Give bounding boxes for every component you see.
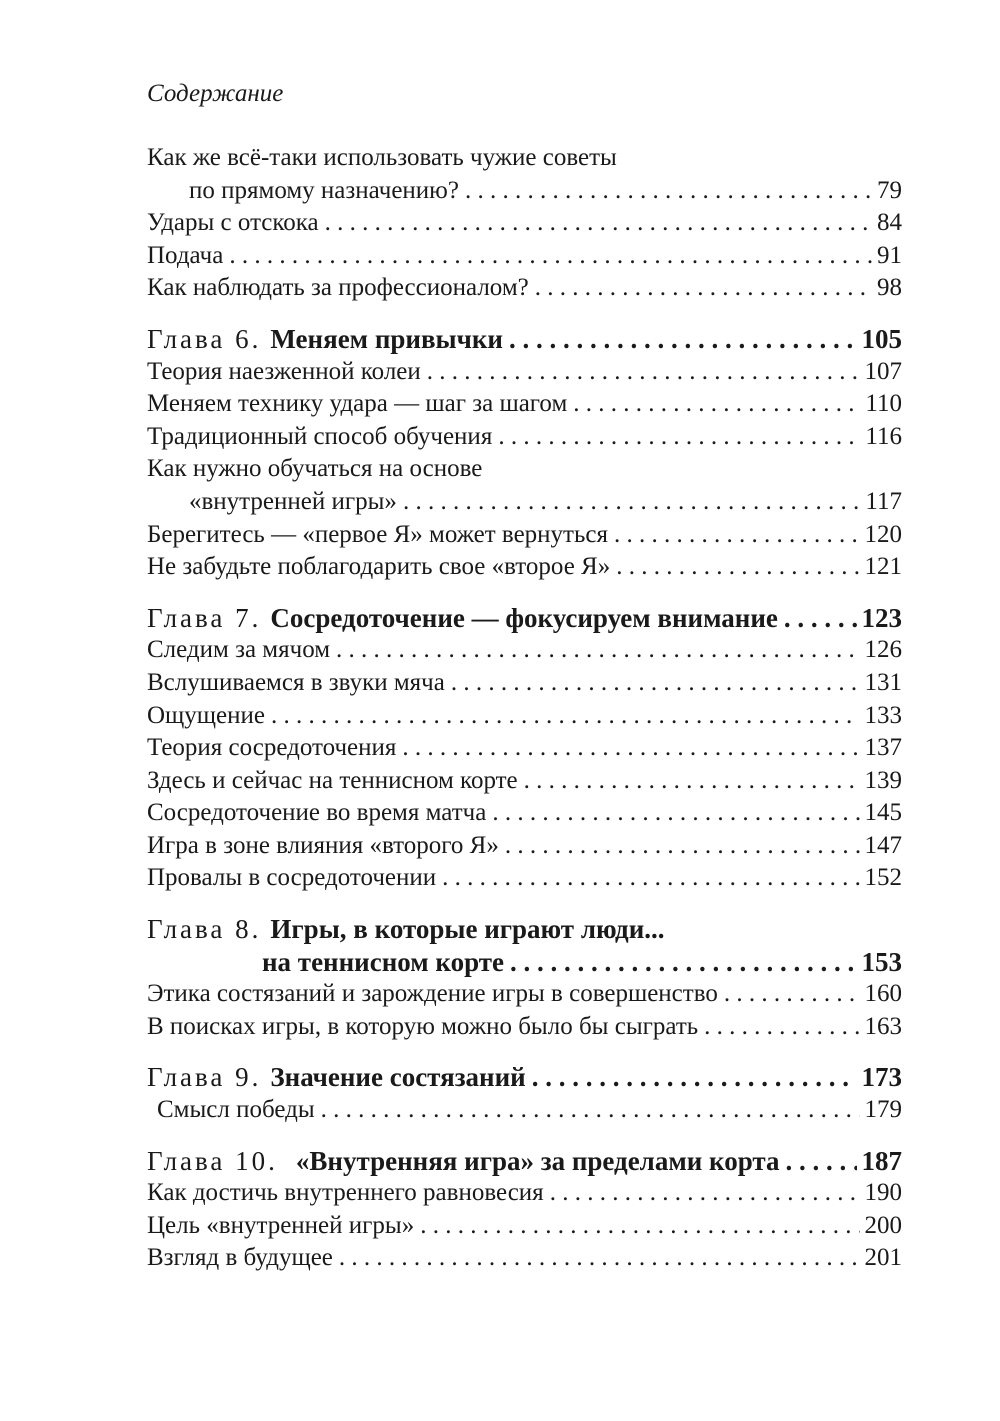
chapter-heading-line2[interactable] (147, 946, 902, 979)
toc-entry-line1 (147, 453, 902, 486)
page-number: 145 (864, 799, 902, 827)
toc-entry[interactable] (147, 978, 902, 1011)
toc-entry[interactable] (147, 486, 902, 519)
toc-entry-title: Не забудьте поблагодарить свое «второе Я» (147, 553, 611, 581)
toc-entry-title: Подача (147, 241, 224, 269)
leader-dots (451, 667, 860, 700)
chapter-label: Глава 6. (147, 323, 262, 354)
toc-entry-title: Смысл победы (157, 1096, 315, 1124)
toc-entry-title: Удары с отскока (147, 209, 319, 237)
toc-entry[interactable] (147, 1094, 902, 1127)
page-number: 117 (865, 487, 902, 515)
leader-dots (498, 421, 860, 454)
page-number: 163 (864, 1012, 902, 1040)
chapter-title: «Внутренняя игра» за пределами корта (295, 1145, 780, 1176)
section-gap (147, 305, 902, 323)
leader-dots (271, 700, 859, 733)
leader-dots (321, 1094, 860, 1127)
chapter-title: Сосредоточение — фокусируем внимание (270, 602, 778, 633)
chapter-heading[interactable] (147, 1061, 902, 1094)
page-number: 137 (864, 734, 902, 762)
page-number: 116 (865, 422, 902, 450)
toc-entry[interactable] (147, 272, 902, 305)
toc-entry-title: Как нужно обучаться на основе (147, 455, 483, 483)
toc-entry-title: Здесь и сейчас на теннисном корте (147, 766, 518, 794)
toc-entry-title: Как достичь внутреннего равновесия (147, 1179, 544, 1207)
page-number: 139 (864, 766, 902, 794)
page-number: 152 (864, 864, 902, 892)
toc-entry[interactable] (147, 240, 902, 273)
toc-entry-line1 (147, 142, 902, 175)
toc-entry-title: Как наблюдать за профессионалом? (147, 274, 529, 302)
page-number: 133 (864, 701, 902, 729)
leader-dots (784, 602, 857, 635)
toc-entry-title: по прямому назначению? (189, 176, 459, 204)
toc-entry-title: Теория наезженной колеи (147, 357, 421, 385)
toc-entry-title: Вслушиваемся в звуки мяча (147, 668, 445, 696)
toc-entry[interactable] (147, 765, 902, 798)
toc-entry[interactable] (147, 830, 902, 863)
page-number: 131 (864, 668, 902, 696)
toc-entry-title: Берегитесь — «первое Я» может вернуться (147, 520, 608, 548)
leader-dots (616, 551, 859, 584)
leader-dots (229, 240, 872, 273)
page-number: 200 (864, 1211, 902, 1239)
toc-entry[interactable] (147, 356, 902, 389)
toc-entry-title: Провалы в сосредоточении (147, 864, 437, 892)
leader-dots (704, 1011, 859, 1044)
leader-dots (524, 765, 860, 798)
toc-entry[interactable] (147, 175, 902, 208)
page-number: 107 (864, 357, 902, 385)
page-number: 121 (864, 553, 902, 581)
toc-entry[interactable] (147, 421, 902, 454)
chapter-heading[interactable] (147, 602, 902, 635)
page-number: 79 (877, 176, 902, 204)
table-of-contents (147, 142, 902, 1275)
leader-dots (535, 272, 872, 305)
toc-entry-title: Меняем технику удара — шаг за шагом (147, 390, 568, 418)
chapter-title: Меняем привычки (270, 323, 503, 354)
leader-dots (505, 830, 860, 863)
leader-dots (465, 175, 872, 208)
chapter-title: на теннисном корте (262, 946, 504, 977)
leader-dots (442, 862, 859, 895)
leader-dots (785, 1145, 856, 1178)
chapter-title: Игры, в которые играют люди... (270, 914, 665, 945)
section-gap (147, 1043, 902, 1061)
page-number: 120 (864, 520, 902, 548)
toc-entry-title: Этика состязаний и зарождение игры в совершенство (147, 980, 718, 1008)
leader-dots (402, 732, 859, 765)
leader-dots (724, 978, 860, 1011)
page-number: 153 (861, 946, 902, 977)
toc-entry[interactable] (147, 797, 902, 830)
toc-entry-title: Следим за мячом (147, 636, 331, 664)
toc-entry-title: Взгляд в будущее (147, 1244, 333, 1272)
page-number: 110 (865, 390, 902, 418)
leader-dots (492, 797, 859, 830)
toc-entry[interactable] (147, 1242, 902, 1275)
leader-dots (420, 1210, 859, 1243)
chapter-label: Глава 8. (147, 914, 262, 945)
page-number: 126 (864, 636, 902, 664)
toc-entry-title: В поисках игры, в которую можно было бы сыграть (147, 1012, 699, 1040)
chapter-label: Глава 9. (147, 1062, 262, 1093)
toc-entry[interactable] (147, 634, 902, 667)
leader-dots (510, 946, 857, 979)
section-gap (147, 584, 902, 602)
leader-dots (509, 323, 857, 356)
leader-dots (339, 1242, 860, 1275)
page-number: 123 (861, 602, 902, 633)
toc-entry-title: Теория сосредоточения (147, 734, 397, 762)
toc-entry-title: «внутренней игры» (189, 487, 397, 515)
page-number: 179 (864, 1096, 902, 1124)
page-number: 173 (861, 1062, 902, 1093)
toc-entry[interactable] (147, 732, 902, 765)
chapter-heading[interactable] (147, 323, 902, 356)
page-number: 160 (864, 980, 902, 1008)
chapter-heading[interactable] (147, 1145, 902, 1178)
toc-entry-title: Сосредоточение во время матча (147, 799, 487, 827)
page-number: 187 (861, 1145, 902, 1176)
leader-dots (336, 634, 859, 667)
toc-entry[interactable] (147, 388, 902, 421)
leader-dots (403, 486, 860, 519)
toc-entry[interactable] (147, 519, 902, 552)
chapter-label: Глава 10. (147, 1145, 278, 1176)
leader-dots (614, 519, 860, 552)
toc-entry[interactable] (147, 1011, 902, 1044)
leader-dots (427, 356, 860, 389)
toc-entry-title: Игра в зоне влияния «второго Я» (147, 831, 499, 859)
chapter-heading-line1[interactable] (147, 913, 902, 946)
leader-dots (550, 1177, 860, 1210)
toc-entry-title: Традиционный способ обучения (147, 422, 493, 450)
toc-entry-title: Ощущение (147, 701, 266, 729)
section-gap (147, 895, 902, 913)
toc-entry-title: Как же всё-таки использовать чужие советы (147, 144, 617, 171)
toc-entry[interactable] (147, 1177, 902, 1210)
page-number: 98 (877, 274, 902, 302)
page-number: 201 (864, 1244, 902, 1272)
toc-entry[interactable] (147, 207, 902, 240)
page-number: 190 (864, 1179, 902, 1207)
leader-dots (532, 1061, 857, 1094)
toc-entry[interactable] (147, 551, 902, 584)
page-number: 84 (877, 209, 902, 237)
section-gap (147, 1127, 902, 1145)
running-head: Содержание (147, 80, 284, 107)
toc-entry[interactable] (147, 700, 902, 733)
toc-entry[interactable] (147, 667, 902, 700)
leader-dots (573, 388, 860, 421)
chapter-title: Значение состязаний (270, 1062, 526, 1093)
toc-entry[interactable] (147, 862, 902, 895)
page-number: 147 (864, 831, 902, 859)
chapter-label: Глава 7. (147, 602, 262, 633)
toc-entry-title: Цель «внутренней игры» (147, 1211, 415, 1239)
page-number: 105 (861, 323, 902, 354)
toc-entry[interactable] (147, 1210, 902, 1243)
leader-dots (325, 207, 872, 240)
page-number: 91 (877, 241, 902, 269)
